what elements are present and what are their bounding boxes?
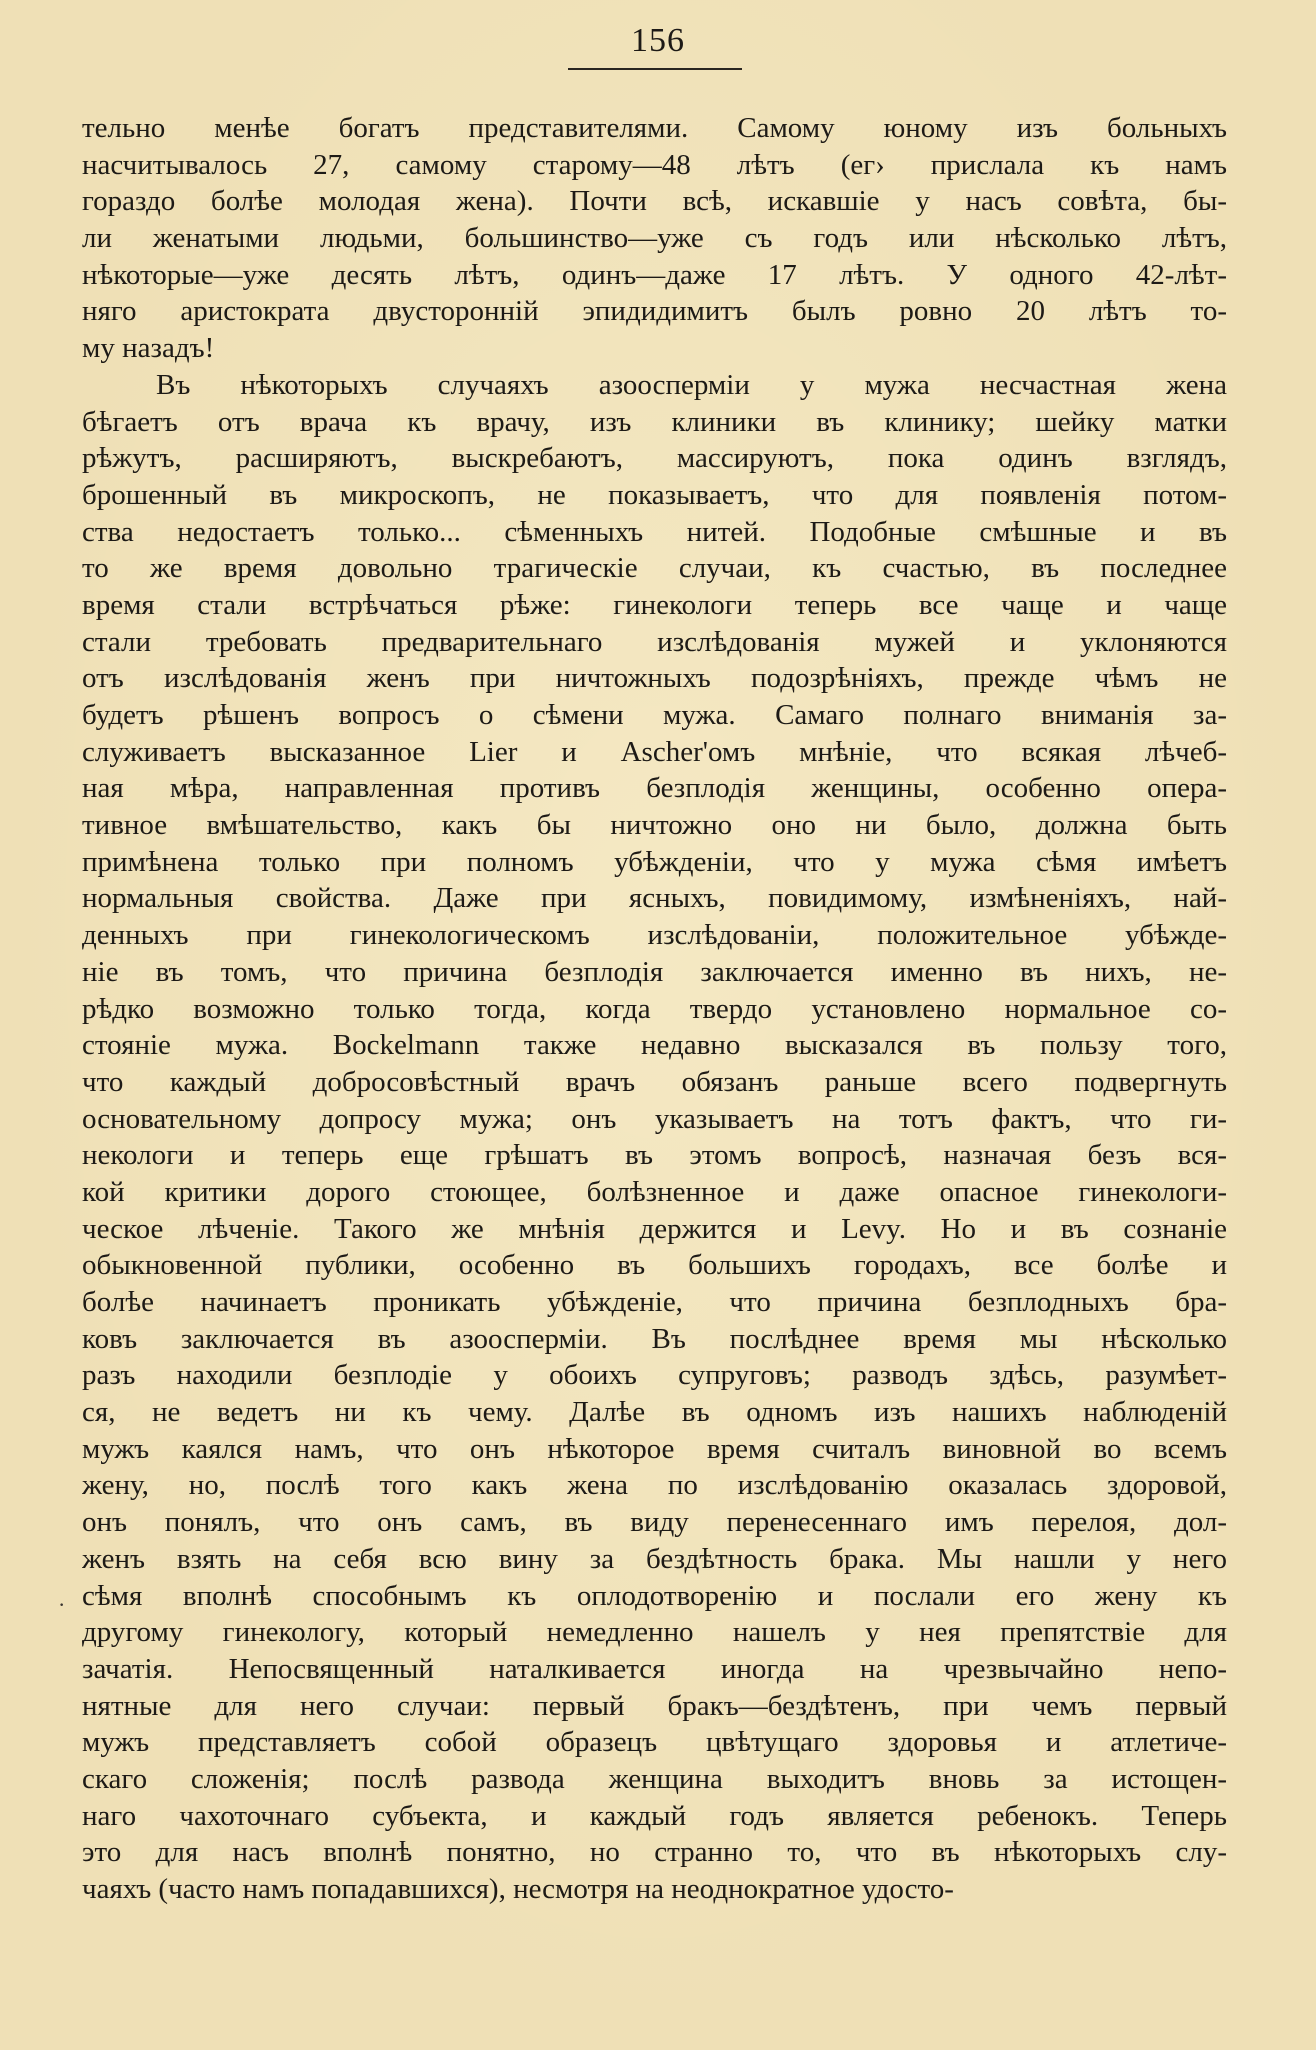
text-line: ства недостаетъ только... сѣменныхъ нитей. Подобные смѣшные и въ xyxy=(82,515,1227,548)
text-line: некологи и теперь еще грѣшатъ въ этомъ вопросѣ, назначая безъ вся- xyxy=(82,1139,1227,1172)
text-line: няго аристократа двусторонній эпидидимитъ былъ ровно 20 лѣтъ то- xyxy=(82,295,1227,328)
text-line: сѣмя вполнѣ способнымъ къ оплодотворенію и послали его жену къ xyxy=(82,1579,1227,1612)
text-line: скаго сложенія; послѣ развода женщина выходитъ вновь за истощен- xyxy=(82,1762,1227,1795)
text-line: гораздо болѣе молодая жена). Почти всѣ, искавшіе у насъ совѣта, бы- xyxy=(82,185,1227,218)
text-line: мужъ каялся намъ, что онъ нѣкоторое время считалъ виновной во всемъ xyxy=(82,1432,1227,1465)
text-line: му назадъ! xyxy=(82,332,215,365)
text-line: онъ понялъ, что онъ самъ, въ виду перенесеннаго имъ перелоя, дол- xyxy=(82,1506,1227,1539)
text-line: жену, но, послѣ того какъ жена по изслѣдованію оказалась здоровой, xyxy=(82,1469,1227,1502)
text-line: женъ взять на себя всю вину за бездѣтность брака. Мы нашли у него xyxy=(82,1542,1227,1575)
text-line: разъ находили безплодіе у обоихъ супруговъ; разводъ здѣсь, разумѣет- xyxy=(82,1359,1227,1392)
header-rule xyxy=(568,68,742,70)
text-line: основательному допросу мужа; онъ указываетъ на тотъ фактъ, что ги- xyxy=(82,1102,1227,1135)
text-line: стояніе мужа. Bockelmann также недавно высказался въ пользу того, xyxy=(82,1029,1227,1062)
margin-dot: · xyxy=(58,1592,66,1617)
paragraph xyxy=(82,367,1227,1908)
text-line: зачатія. Непосвященный наталкивается иногда на чрезвычайно непо- xyxy=(82,1652,1227,1685)
text-line: что каждый добросовѣстный врачъ обязанъ раньше всего подвергнуть xyxy=(82,1065,1227,1098)
text-line: время стали встрѣчаться рѣже: гинекологи теперь все чаще и чаще xyxy=(82,588,1227,621)
text-line: наго чахоточнаго субъекта, и каждый годъ является ребенокъ. Теперь xyxy=(82,1799,1227,1832)
body-text xyxy=(82,110,1227,1908)
text-line: примѣнена только при полномъ убѣжденiи, что у мужа сѣмя имѣетъ xyxy=(82,845,1227,878)
text-line: мужъ представляетъ собой образецъ цвѣтущаго здоровья и атлетиче- xyxy=(82,1726,1227,1759)
text-line: служиваетъ высказанное Lier и Ascher'омъ мнѣніе, что всякая лѣчеб- xyxy=(82,735,1227,768)
text-line: брошенный въ микроскопъ, не показываетъ, что для появленія потом- xyxy=(82,478,1227,511)
text-line: кой критики дорого стоющее, болѣзненное и даже опасное гинекологи- xyxy=(82,1175,1227,1208)
text-line: чаяхъ (часто намъ попадавшихся), несмотря на неоднократное удосто- xyxy=(82,1873,954,1905)
page-number: 156 xyxy=(631,22,685,59)
text-line: стали требовать предварительнаго изслѣдованія мужей и уклоняются xyxy=(82,625,1227,658)
text-line: бѣгаетъ отъ врача къ врачу, изъ клиники въ клинику; шейку матки xyxy=(82,405,1227,438)
text-line: то же время довольно трагическіе случаи, къ счастью, въ последнее xyxy=(82,552,1227,585)
text-line: нѣкоторые—уже десять лѣтъ, одинъ—даже 17 лѣтъ. У одного 42-лѣт- xyxy=(82,258,1227,291)
text-line: тивное вмѣшательство, какъ бы ничтожно оно ни было, должна быть xyxy=(82,809,1227,842)
text-line: нормальныя свойства. Даже при ясныхъ, повидимому, измѣненiяхъ, най- xyxy=(82,882,1227,915)
text-line: будетъ рѣшенъ вопросъ о сѣмени мужа. Самаго полнаго вниманія за- xyxy=(82,699,1227,731)
text-line: Въ нѣкоторыхъ случаяхъ азооспермiи у мужа несчастная жена xyxy=(156,368,1227,401)
text-line: насчитывалось 27, самому старому—48 лѣтъ (ег› прислала къ намъ xyxy=(82,148,1227,181)
text-line: рѣдко возможно только тогда, когда твердо установлено нормальное со- xyxy=(82,992,1227,1025)
text-line: денныхъ при гинекологическомъ изслѣдованiи, положительное убѣжде- xyxy=(82,919,1227,952)
text-line: это для насъ вполнѣ понятно, но странно то, что въ нѣкоторыхъ слу- xyxy=(82,1836,1227,1869)
text-line: другому гинекологу, который немедленно нашелъ у нея препятствіе для xyxy=(82,1616,1227,1649)
text-line: ли женатыми людьми, большинство—уже съ годъ или нѣсколько лѣтъ, xyxy=(82,222,1227,255)
text-line: ся, не ведетъ ни къ чему. Далѣе въ одномъ изъ нашихъ наблюденій xyxy=(82,1396,1227,1429)
text-line: ная мѣра, направленная противъ безплодія женщины, особенно опера- xyxy=(82,772,1227,805)
text-line: ковъ заключается въ азооспермiи. Въ послѣднее время мы нѣсколько xyxy=(82,1322,1227,1355)
text-line: рѣжутъ, расширяютъ, выскребаютъ, массируютъ, пока одинъ взглядъ, xyxy=(82,442,1227,475)
text-line: тельно менѣе богатъ представителями. Самому юному изъ больныхъ xyxy=(82,112,1227,144)
text-line: ніе въ томъ, что причина безплодія заключается именно въ нихъ, не- xyxy=(82,955,1227,988)
text-line: болѣе начинаетъ проникать убѣжденіе, что причина безплодныхъ бра- xyxy=(82,1286,1227,1318)
paragraph xyxy=(82,110,1227,367)
text-line: ческое лѣченіе. Такого же мнѣнія держится и Levy. Но и въ сознаніе xyxy=(82,1212,1227,1245)
text-line: нятные для него случаи: первый бракъ—бездѣтенъ, при чемъ первый xyxy=(82,1689,1227,1722)
text-line: обыкновенной публики, особенно въ большихъ городахъ, все болѣе и xyxy=(82,1249,1227,1282)
text-line: отъ изслѣдованія женъ при ничтожныхъ подозрѣніяхъ, прежде чѣмъ не xyxy=(82,662,1227,695)
